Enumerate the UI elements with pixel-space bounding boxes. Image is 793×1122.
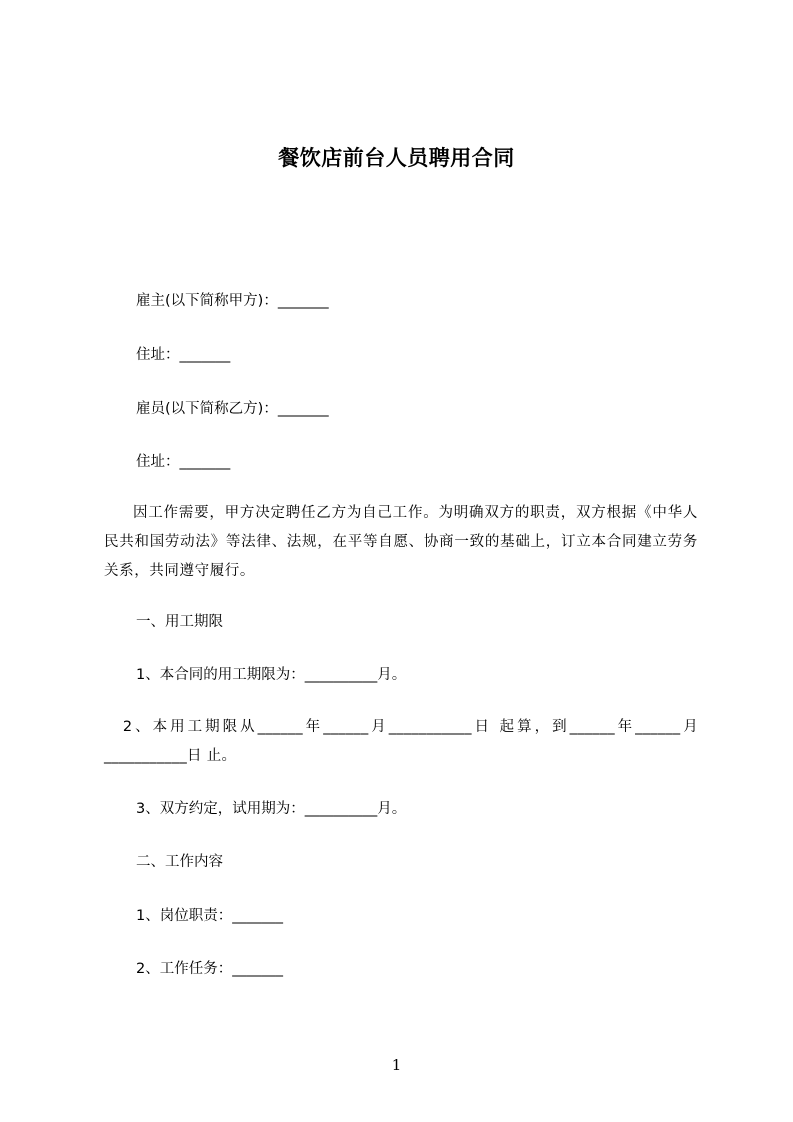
clause-term-length: 1、本合同的用工期限为：__________月。 (136, 667, 407, 683)
clause-term-dates: 2、本用工期限从______年______月___________日 起算，到______年______月___________日 止。 (104, 719, 698, 764)
section-heading-term: 一、用工期限 (136, 614, 223, 630)
employer-field: 雇主(以下简称甲方)：_______ (136, 293, 329, 309)
document-title: 餐饮店前台人员聘用合同 (278, 146, 515, 170)
clause-probation: 3、双方约定，试用期为：__________月。 (136, 801, 407, 817)
intro-paragraph: 因工作需要，甲方决定聘任乙方为自己工作。为明确双方的职责，双方根据《中华人民共和国劳动法》等法律、法规，在平等自愿、协商一致的基础上，订立本合同建立劳务关系，共同遵守履行。 (104, 505, 698, 579)
clause-duties: 1、岗位职责：_______ (136, 908, 283, 924)
section-heading-work: 二、工作内容 (136, 854, 223, 870)
employer-address-field: 住址：_______ (136, 347, 231, 363)
clause-tasks: 2、工作任务：_______ (136, 961, 283, 977)
employee-field: 雇员(以下简称乙方)：_______ (136, 401, 329, 417)
employee-address-field: 住址：_______ (136, 454, 231, 470)
page-number: 1 (391, 1056, 402, 1074)
